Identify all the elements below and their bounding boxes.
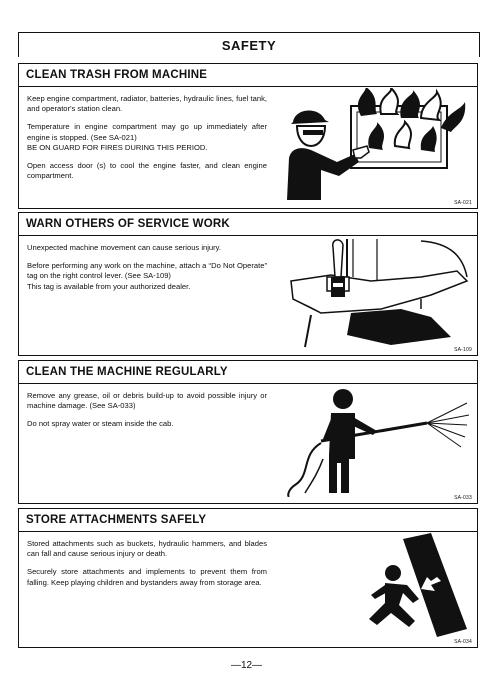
section-title: CLEAN TRASH FROM MACHINE — [19, 64, 477, 87]
page-title: SAFETY — [18, 32, 480, 57]
section-body — [27, 539, 267, 596]
section-clean-machine — [18, 360, 478, 504]
section-title: WARN OTHERS OF SERVICE WORK — [19, 213, 477, 236]
section-clean-trash — [18, 63, 478, 209]
figure-code: SA-033 — [454, 495, 472, 501]
paragraph — [27, 261, 267, 292]
paragraph: Stored attachments such as buckets, hydraulic hammers, and blades can fall and cause serious injury or death. — [27, 539, 267, 559]
section-title: CLEAN THE MACHINE REGULARLY — [19, 361, 477, 384]
paragraph: Keep engine compartment, radiator, batteries, hydraulic lines, fuel tank, and operator's station clean. — [27, 94, 267, 114]
section-body — [27, 243, 267, 300]
section-body — [27, 391, 267, 438]
paragraph: Do not spray water or steam inside the cab. — [27, 419, 174, 429]
paragraph-line: Temperature in engine compartment may go up immediately after engine is stopped. (See SA-021) — [27, 122, 267, 142]
pressure-washer-illustration — [281, 385, 471, 497]
section-title: STORE ATTACHMENTS SAFELY — [19, 509, 477, 532]
figure-code: SA-109 — [454, 347, 472, 353]
paragraph: Remove any grease, oil or debris build-up to avoid possible injury or machine damage. (See SA-033) — [27, 391, 267, 411]
falling-attachment-illustration — [281, 533, 471, 641]
figure-code: SA-034 — [454, 639, 472, 645]
section-body — [27, 94, 267, 189]
section-store-attachments — [18, 508, 478, 648]
paragraph-line: BE ON GUARD FOR FIRES DURING THIS PERIOD. — [27, 142, 208, 152]
paragraph-line: This tag is available from your authorized dealer. — [27, 281, 191, 291]
paragraph: Unexpected machine movement can cause serious injury. — [27, 243, 222, 252]
engine-fire-illustration — [281, 88, 471, 200]
paragraph-line: Before performing any work on the machine, attach a “Do Not Operate” tag on the right control lever. (See SA-109) — [27, 261, 267, 281]
control-lever-tag-illustration — [281, 237, 471, 349]
paragraph — [27, 122, 267, 153]
figure-code: SA-021 — [454, 200, 472, 206]
page-number: —12— — [230, 660, 263, 671]
section-warn-others — [18, 212, 478, 356]
paragraph: Securely store attachments and implements to prevent them from falling. Keep playing children and bystanders away from storage area. — [27, 567, 267, 587]
paragraph: Open access door (s) to cool the engine faster, and clean engine compartment. — [27, 161, 267, 181]
